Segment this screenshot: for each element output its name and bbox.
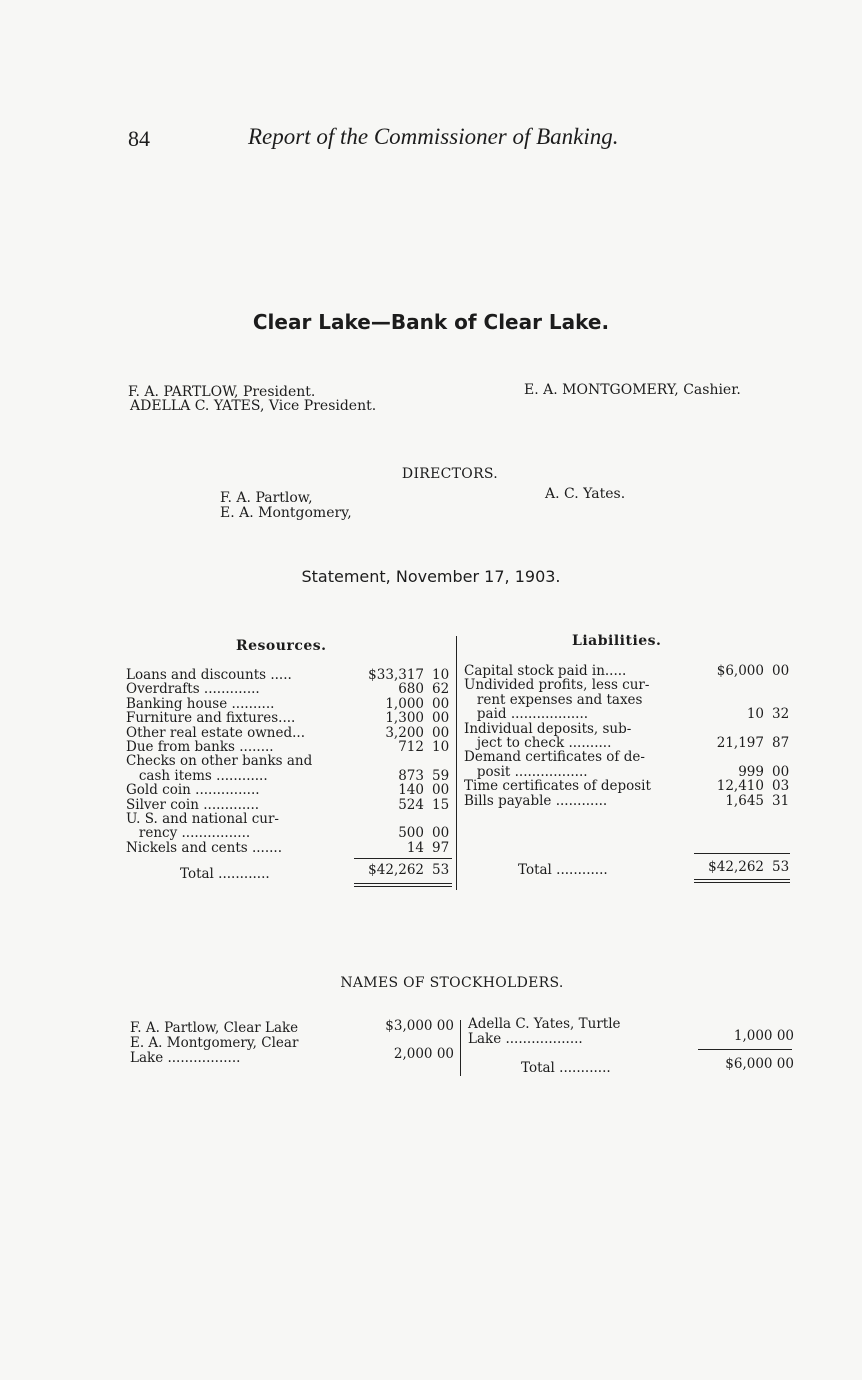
ledger-row xyxy=(126,783,456,798)
ledger-row-dollars: 12,410 xyxy=(716,778,764,795)
ledger-row xyxy=(464,765,794,780)
ledger-row xyxy=(126,668,456,683)
ledger-row-label: Other real estate owned... xyxy=(126,724,306,741)
liabilities-total-double-rule xyxy=(694,882,790,883)
stockholders-divider xyxy=(460,1020,461,1076)
ledger-row-dollars: 1,000 xyxy=(385,695,424,712)
ledger-row-label: Bills payable ............ xyxy=(464,792,608,809)
liabilities-total-label: Total ............ xyxy=(518,862,608,878)
stockholder-name: Lake ................. xyxy=(130,1050,241,1066)
resources-total-dollars: $42,262 xyxy=(368,862,424,878)
ledger-row xyxy=(464,736,794,751)
ledger-row xyxy=(126,812,456,827)
ledger-row-label: posit ................. xyxy=(464,763,588,780)
stockholders-heading: NAMES OF STOCKHOLDERS. xyxy=(340,975,564,991)
ledger-row-label: Time certificates of deposit xyxy=(464,778,651,795)
ledger-row-dollars: $33,317 xyxy=(368,667,424,683)
ledger-row-dollars: 21,197 xyxy=(716,735,764,751)
liabilities-heading: Liabilities. xyxy=(572,633,662,649)
ledger-row-dollars: 1,645 xyxy=(725,792,764,809)
stockholder-amount: 1,000 00 xyxy=(733,1028,794,1044)
director-name: A. C. Yates. xyxy=(545,486,626,502)
stockholder-name: Lake .................. xyxy=(468,1031,583,1047)
resources-table xyxy=(126,668,456,868)
ledger-row-label: Furniture and fixtures.... xyxy=(126,710,296,727)
ledger-row-cents: 97 xyxy=(432,839,450,856)
director-name: F. A. Partlow, xyxy=(220,490,313,506)
ledger-row-dollars: 14 xyxy=(406,839,424,856)
ledger-row-cents: 00 xyxy=(432,724,450,741)
ledger-row-label: Due from banks ........ xyxy=(126,739,274,755)
ledger-row-cents: 59 xyxy=(432,767,450,784)
resources-total-double-rule xyxy=(354,886,452,887)
stockholders-total-amount: $6,000 00 xyxy=(725,1056,794,1072)
ledger-row-cents: 00 xyxy=(432,782,450,799)
liabilities-total-rule xyxy=(694,853,790,854)
ledger-row-cents: 87 xyxy=(772,735,790,751)
stockholders-total-label: Total ............ xyxy=(521,1060,611,1076)
stockholders-total-rule xyxy=(698,1049,792,1050)
bank-title: Clear Lake—Bank of Clear Lake. xyxy=(252,310,610,334)
ledger-row-dollars: 680 xyxy=(398,681,424,698)
ledger-row-dollars: 873 xyxy=(398,767,424,784)
ledger-row-label: Undivided profits, less cur- xyxy=(464,677,650,694)
ledger-row-label: Gold coin ............... xyxy=(126,782,260,799)
ledger-row-cents: 62 xyxy=(432,681,450,698)
ledger-row-dollars: 500 xyxy=(398,825,424,842)
ledger-row-dollars: 712 xyxy=(398,739,424,755)
officer-president: F. A. PARTLOW, President. xyxy=(128,384,316,400)
ledger-row-label: rency ................ xyxy=(126,825,251,842)
officer-cashier: E. A. MONTGOMERY, Cashier. xyxy=(524,382,741,398)
stockholder-name: Adella C. Yates, Turtle xyxy=(468,1016,621,1032)
ledger-row-cents: 00 xyxy=(432,695,450,712)
ledger-row xyxy=(464,750,794,765)
ledger-row-cents: 00 xyxy=(772,663,790,679)
ledger-row-label: Overdrafts ............. xyxy=(126,681,260,698)
ledger-row-label: cash items ............ xyxy=(126,767,268,784)
stockholder-amount: $3,000 00 xyxy=(385,1018,454,1034)
ledger-row xyxy=(126,826,456,841)
ledger-row-label: ject to check .......... xyxy=(464,735,612,751)
column-divider xyxy=(456,636,457,890)
liabilities-total-double-rule xyxy=(694,879,790,880)
ledger-row-label: Silver coin ............. xyxy=(126,796,260,813)
ledger-row-label: Individual deposits, sub- xyxy=(464,720,632,737)
ledger-row xyxy=(464,693,794,708)
ledger-row-dollars: 524 xyxy=(398,796,424,813)
ledger-row-label: Nickels and cents ....... xyxy=(126,839,283,856)
ledger-row-label: Demand certificates of de- xyxy=(464,749,645,766)
ledger-row xyxy=(464,664,794,679)
ledger-row-cents: 00 xyxy=(432,825,450,842)
ledger-row-label: paid .................. xyxy=(464,706,589,723)
ledger-row xyxy=(126,726,456,741)
ledger-row-dollars: 999 xyxy=(738,763,764,780)
ledger-row-cents: 10 xyxy=(432,739,450,755)
ledger-row-label: Loans and discounts ..... xyxy=(126,667,292,683)
ledger-row-label: U. S. and national cur- xyxy=(126,811,279,827)
ledger-row xyxy=(126,682,456,697)
ledger-row xyxy=(126,841,456,856)
ledger-row xyxy=(464,779,794,794)
ledger-row-cents: 31 xyxy=(772,792,790,809)
ledger-row-cents: 00 xyxy=(432,710,450,727)
director-name: E. A. Montgomery, xyxy=(220,505,352,521)
ledger-row xyxy=(464,794,794,809)
ledger-row-dollars: 1,300 xyxy=(385,710,424,727)
ledger-row xyxy=(464,678,794,693)
ledger-row-dollars: $6,000 xyxy=(716,663,764,679)
ledger-row xyxy=(126,740,456,755)
ledger-row-cents: 32 xyxy=(772,706,790,723)
stockholder-name: E. A. Montgomery, Clear xyxy=(130,1035,299,1051)
resources-total-rule xyxy=(354,858,452,859)
officer-vice-president: ADELLA C. YATES, Vice President. xyxy=(130,398,377,414)
stockholder-name: F. A. Partlow, Clear Lake xyxy=(130,1020,299,1036)
ledger-row xyxy=(126,798,456,813)
stockholder-amount: 2,000 00 xyxy=(393,1046,454,1062)
ledger-row-label: Capital stock paid in..... xyxy=(464,663,627,679)
ledger-row xyxy=(464,707,794,722)
statement-heading: Statement, November 17, 1903. xyxy=(301,567,561,586)
resources-total-cents: 53 xyxy=(432,862,450,878)
ledger-row xyxy=(126,769,456,784)
ledger-row-cents: 03 xyxy=(772,778,790,795)
liabilities-table xyxy=(464,664,794,814)
ledger-row-label: Banking house .......... xyxy=(126,695,275,712)
liabilities-total-cents: 53 xyxy=(772,859,790,875)
ledger-row-label: rent expenses and taxes xyxy=(464,691,643,708)
resources-total-label: Total ............ xyxy=(180,866,270,882)
ledger-row-cents: 15 xyxy=(432,796,450,813)
liabilities-total-dollars: $42,262 xyxy=(708,859,764,875)
ledger-row xyxy=(126,697,456,712)
ledger-row-dollars: 10 xyxy=(746,706,764,723)
page-number: 84 xyxy=(128,126,150,151)
directors-heading: DIRECTORS. xyxy=(401,466,499,482)
ledger-row xyxy=(464,722,794,737)
ledger-row-dollars: 3,200 xyxy=(385,724,424,741)
ledger-row xyxy=(126,754,456,769)
resources-total-double-rule xyxy=(354,883,452,884)
ledger-row-dollars: 140 xyxy=(398,782,424,799)
ledger-row-cents: 00 xyxy=(772,763,790,780)
resources-heading: Resources. xyxy=(236,638,327,654)
running-title: Report of the Commissioner of Banking. xyxy=(248,124,619,149)
ledger-row-label: Checks on other banks and xyxy=(126,753,313,770)
ledger-row xyxy=(126,711,456,726)
ledger-row-cents: 10 xyxy=(432,667,450,683)
